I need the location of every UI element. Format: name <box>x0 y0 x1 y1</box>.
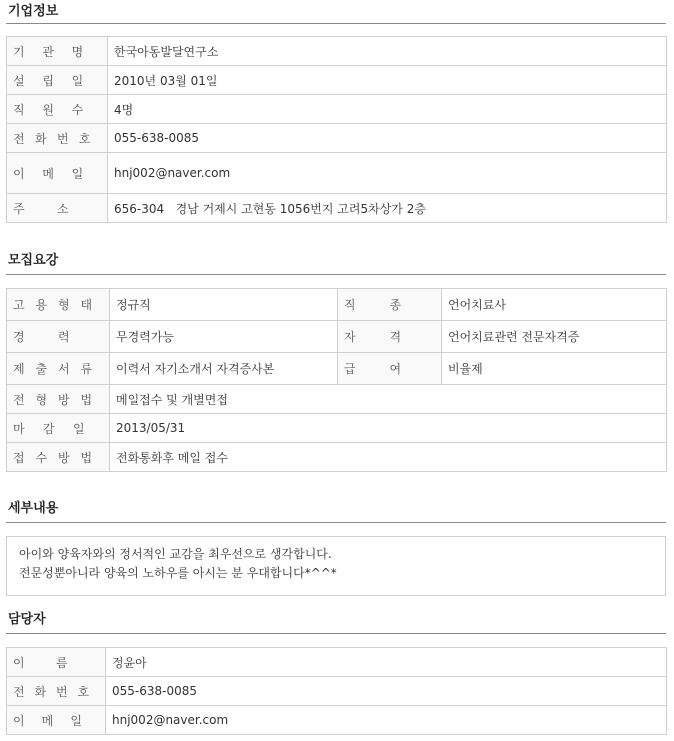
address-label <box>13 200 101 217</box>
label-char: 출 <box>35 362 48 376</box>
deadline-label <box>13 420 103 437</box>
label-char: 명 <box>71 44 84 59</box>
label-char: 번 <box>56 684 68 699</box>
label-char: 직 <box>344 298 356 312</box>
employees-label <box>13 101 101 118</box>
contact-phone-label <box>13 683 99 700</box>
company-info-title: 기업정보 <box>8 4 59 19</box>
label-char: 전 <box>13 131 25 146</box>
company-info-divider <box>6 23 666 24</box>
contact-name-row <box>7 648 667 677</box>
contact-phone-row <box>7 677 667 706</box>
label-char: 기 <box>13 44 25 59</box>
label-char: 형 <box>58 298 70 312</box>
recruit-row-3 <box>7 353 667 385</box>
recruit-row-6 <box>7 443 667 472</box>
label-char: 이 <box>13 655 25 670</box>
contact-divider <box>6 633 666 634</box>
label-char: 서 <box>58 362 70 376</box>
label-char: 급 <box>344 362 356 376</box>
label-char: 호 <box>77 684 90 699</box>
employees-row <box>7 95 667 124</box>
label-char: 립 <box>42 73 54 88</box>
label-char: 법 <box>80 450 93 465</box>
contact-phone-value: 055-638-0085 <box>106 677 667 706</box>
contact-email-label <box>13 712 99 729</box>
recruit-row-1 <box>7 289 667 321</box>
company-phone-row <box>7 124 667 153</box>
label-char: 방 <box>58 392 70 407</box>
job-value: 언어치료사 <box>442 289 667 321</box>
recruit-row-5 <box>7 414 667 443</box>
qualification-label <box>344 328 435 345</box>
employees-value: 4명 <box>108 95 667 124</box>
address-value: 656-304 경남 거제시 고현동 1056번지 고려5차상가 2층 <box>108 194 667 223</box>
company-email-label <box>13 165 101 182</box>
contact-name-value: 정윤아 <box>106 648 667 677</box>
label-char: 태 <box>80 298 93 312</box>
label-char: 법 <box>80 392 93 407</box>
salary-label <box>344 360 435 377</box>
selection-label <box>13 391 103 408</box>
details-line-2: 전문성뿐아니라 양육의 노하우를 아시는 분 우대합니다*^^* <box>19 566 337 580</box>
contact-name-label <box>13 654 99 671</box>
deadline-value: 2013/05/31 <box>110 414 667 443</box>
label-char: 설 <box>13 73 25 88</box>
label-char: 용 <box>35 298 48 312</box>
label-char: 이 <box>13 713 25 728</box>
employment-type-label <box>13 296 103 313</box>
contact-table <box>6 647 667 735</box>
company-info-table <box>6 36 667 223</box>
label-char: 이 <box>13 166 25 181</box>
company-email-value[interactable]: hnj002@naver.com <box>108 153 667 194</box>
label-char: 일 <box>70 713 82 728</box>
founded-row <box>7 66 667 95</box>
label-char: 화 <box>34 684 47 699</box>
label-char: 메 <box>41 713 54 728</box>
career-value: 무경력가능 <box>110 321 338 353</box>
label-char: 수 <box>71 102 84 117</box>
label-char: 접 <box>13 450 25 465</box>
label-char: 관 <box>42 44 54 59</box>
label-char: 일 <box>71 166 84 181</box>
label-char: 경 <box>13 330 25 344</box>
label-char: 마 <box>13 421 25 436</box>
label-char: 력 <box>58 330 70 344</box>
details-box <box>6 536 666 596</box>
label-char: 전 <box>13 392 25 407</box>
contact-email-value[interactable]: hnj002@naver.com <box>106 706 667 735</box>
label-char: 메 <box>42 166 54 181</box>
label-char: 감 <box>43 421 55 436</box>
label-char: 격 <box>389 330 402 344</box>
recruit-title: 모집요강 <box>8 253 59 268</box>
apply-method-value: 전화통화후 메일 접수 <box>110 443 667 472</box>
label-char: 류 <box>80 362 93 376</box>
label-char: 일 <box>71 73 84 88</box>
documents-value: 이력서 자기소개서 자격증사본 <box>110 353 338 385</box>
recruit-row-2 <box>7 321 667 353</box>
details-line-1: 아이와 양육자와의 정서적인 교감을 최우선으로 생각합니다. <box>19 547 332 561</box>
job-label <box>344 296 435 313</box>
apply-method-label <box>13 449 103 466</box>
label-char: 전 <box>13 684 25 699</box>
label-char: 름 <box>56 655 68 670</box>
contact-title: 담당자 <box>8 612 46 627</box>
contact-email-row <box>7 706 667 735</box>
label-char: 번 <box>57 131 69 146</box>
salary-value: 비율제 <box>442 353 667 385</box>
recruit-row-4 <box>7 385 667 414</box>
label-char: 방 <box>58 450 70 465</box>
label-char: 호 <box>79 131 91 146</box>
label-char: 화 <box>35 131 47 146</box>
label-char: 제 <box>13 362 25 376</box>
documents-label <box>13 360 103 377</box>
label-char: 직 <box>13 102 25 117</box>
company-email-row <box>7 153 667 194</box>
founded-value: 2010년 03월 01일 <box>108 66 667 95</box>
label-char: 주 <box>13 201 25 216</box>
details-divider <box>6 522 666 523</box>
company-name-row <box>7 37 667 66</box>
qualification-value: 언어치료관련 전문자격증 <box>442 321 667 353</box>
label-char: 일 <box>73 421 85 436</box>
label-char: 고 <box>13 298 25 312</box>
company-name-label <box>13 43 101 60</box>
employment-type-value: 정규직 <box>110 289 338 321</box>
label-char: 수 <box>35 450 48 465</box>
company-phone-label <box>13 130 101 147</box>
label-char: 형 <box>35 392 48 407</box>
details-title: 세부내용 <box>8 501 59 516</box>
recruit-table <box>6 288 667 472</box>
label-char: 종 <box>389 298 402 312</box>
address-row <box>7 194 667 223</box>
founded-label <box>13 72 101 89</box>
label-char: 여 <box>389 362 402 376</box>
label-char: 소 <box>57 201 69 216</box>
label-char: 자 <box>344 330 356 344</box>
career-label <box>13 328 103 345</box>
company-phone-value: 055-638-0085 <box>108 124 667 153</box>
selection-value: 메일접수 및 개별면접 <box>110 385 667 414</box>
label-char: 원 <box>42 102 54 117</box>
recruit-divider <box>6 274 666 275</box>
company-name-value: 한국아동발달연구소 <box>108 37 667 66</box>
